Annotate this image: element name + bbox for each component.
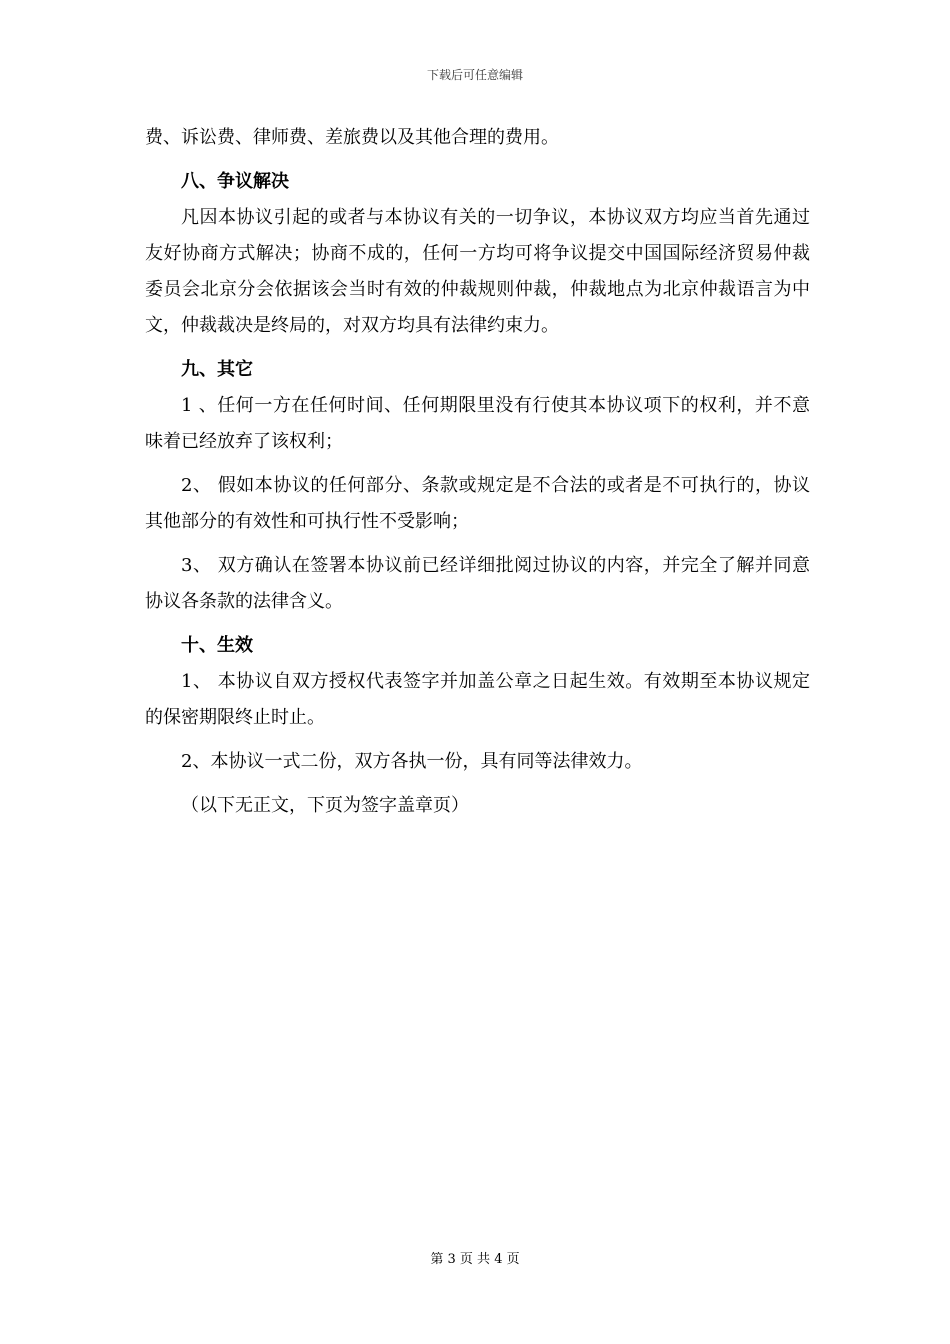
section-9-item-3: 3、 双方确认在签署本协议前已经详细批阅过协议的内容，并完全了解并同意协议各条款的法律含义。 bbox=[145, 555, 810, 612]
section-9-item-1: 1 、任何一方在任何时间、任何期限里没有行使其本协议项下的权利，并不意味着已经放弃了该权利； bbox=[145, 395, 810, 452]
carry-over-paragraph: 费、诉讼费、律师费、差旅费以及其他合理的费用。 bbox=[145, 127, 559, 148]
section-10-heading: 十、生效 bbox=[181, 635, 253, 656]
closing-note: （以下无正文，下页为签字盖章页） bbox=[181, 795, 469, 816]
page-header-note: 下载后可任意编辑 bbox=[426, 68, 523, 82]
section-10-item-2: 2、本协议一式二份，双方各执一份，具有同等法律效力。 bbox=[181, 751, 643, 772]
section-9-heading: 九、其它 bbox=[181, 359, 253, 380]
section-8-heading: 八、争议解决 bbox=[181, 171, 289, 192]
section-8-paragraph: 凡因本协议引起的或者与本协议有关的一切争议，本协议双方均应当首先通过友好协商方式解决；协商不成的，任何一方均可将争议提交中国国际经济贸易仲裁委员会北京分会依据该会当时有效的仲裁规则仲裁，仲裁地点为北京仲裁语言为中文，仲裁裁决是终局的，对双方均具有法律约束力。 bbox=[145, 207, 810, 336]
section-9-item-2: 2、 假如本协议的任何部分、条款或规定是不合法的或者是不可执行的，协议其他部分的有效性和可执行性不受影响； bbox=[145, 475, 810, 532]
section-10-item-1: 1、 本协议自双方授权代表签字并加盖公章之日起生效。有效期至本协议规定的保密期限终止时止。 bbox=[145, 671, 810, 728]
document-body bbox=[145, 120, 810, 824]
page-footer: 第 3 页 共 4 页 bbox=[430, 1252, 520, 1267]
